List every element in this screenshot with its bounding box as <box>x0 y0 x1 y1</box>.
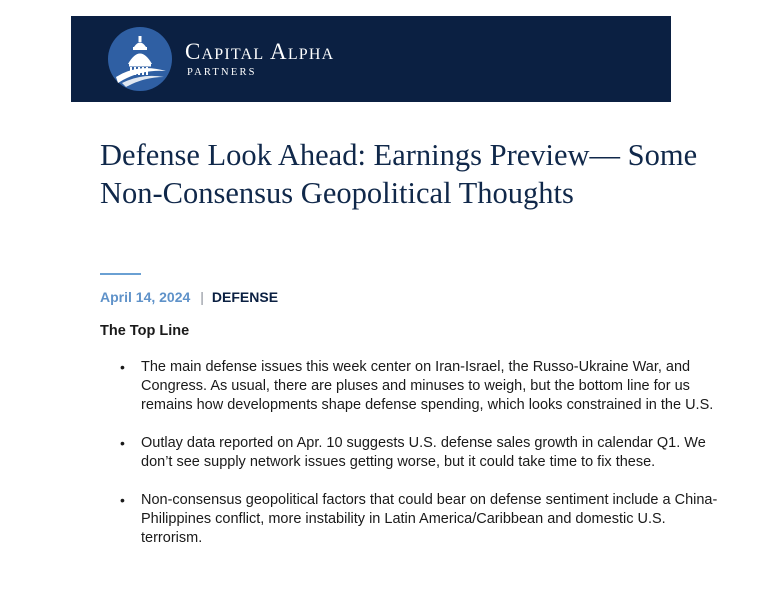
bullet-icon: • <box>120 492 125 508</box>
bullet-text: The main defense issues this week center on Iran-Israel, the Russo-Ukraine War, and Congress. As usual, there are pluses and minuses to weigh, but the bottom line for us remains how developments shape defense spending, which looks constrained in the U.S. <box>141 359 714 413</box>
bullet-icon: • <box>120 359 125 375</box>
bullet-text: Outlay data reported on Apr. 10 suggests U.S. defense sales growth in calendar Q1. We don’t see supply network issues getting worse, but it could take time to fix these. <box>141 435 706 470</box>
section-heading: The Top Line <box>100 323 190 339</box>
header-banner <box>71 16 671 102</box>
title-divider <box>100 273 141 275</box>
list-item <box>100 434 720 472</box>
list-item <box>100 491 720 548</box>
brand-name: Capital Alpha <box>185 39 335 64</box>
bullet-icon: • <box>120 435 125 451</box>
article-category[interactable]: DEFENSE <box>211 289 279 305</box>
capitol-dome-icon <box>108 27 172 91</box>
bullet-text: Non-consensus geopolitical factors that could bear on defense sentiment include a China-Philippines conflict, more instability in Latin America/Caribbean and domestic U.S. terrorism. <box>141 492 718 546</box>
list-item <box>100 358 720 415</box>
meta-separator: | <box>200 289 204 305</box>
brand-subtitle: PARTNERS <box>187 67 257 78</box>
article-title: Defense Look Ahead: Earnings Preview— Some Non-Consensus Geopolitical Thoughts <box>100 138 698 210</box>
article-meta <box>100 288 278 306</box>
bullet-list <box>100 358 720 567</box>
article-date: April 14, 2024 <box>100 289 191 305</box>
